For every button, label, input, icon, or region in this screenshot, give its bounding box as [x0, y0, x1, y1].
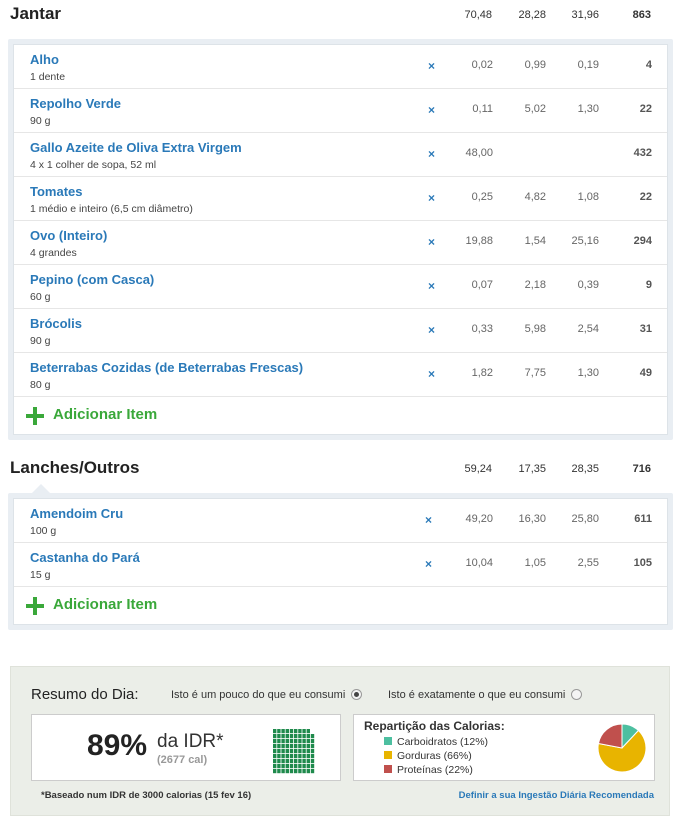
food-row: [14, 45, 667, 89]
food-calories: 432: [633, 147, 652, 159]
food-fat: 1,54: [524, 235, 546, 247]
legend-swatch: [384, 765, 392, 773]
food-name[interactable]: Alho: [30, 52, 59, 67]
radio-selected-icon[interactable]: [351, 689, 362, 700]
food-calories: 294: [633, 235, 652, 247]
food-name[interactable]: Pepino (com Casca): [30, 272, 155, 287]
grid-cell: [298, 734, 301, 738]
food-row: [14, 309, 667, 353]
food-fat: 0,99: [524, 59, 546, 71]
grid-cell: [290, 764, 293, 768]
grid-cell: [273, 724, 276, 728]
food-calories: 4: [645, 59, 652, 71]
grid-cell: [273, 754, 276, 758]
delete-icon[interactable]: ×: [428, 367, 436, 381]
grid-cell: [294, 764, 297, 768]
food-calories: 49: [639, 367, 652, 379]
grid-cell: [302, 734, 305, 738]
meal-header-lanches: [0, 454, 680, 484]
total-protein: 31,96: [571, 9, 599, 21]
grid-cell: [277, 724, 280, 728]
grid-cell: [281, 759, 284, 763]
grid-cell: [302, 764, 305, 768]
food-carbs: 19,88: [465, 235, 493, 247]
food-carbs: 0,02: [471, 59, 493, 71]
grid-cell: [302, 769, 305, 773]
legend-protein: [384, 764, 473, 776]
food-quantity: 80 g: [30, 379, 51, 391]
food-protein: 0,39: [577, 279, 599, 291]
radio-label: Isto é um pouco do que eu consumi: [171, 689, 346, 701]
grid-cell: [281, 764, 284, 768]
food-protein: 2,54: [577, 323, 599, 335]
food-fat: 7,75: [524, 367, 546, 379]
food-calories: 105: [633, 557, 652, 569]
food-carbs: 0,25: [471, 191, 493, 203]
grid-cell: [273, 764, 276, 768]
food-row: [14, 543, 667, 587]
grid-cell: [273, 759, 276, 763]
food-protein: 2,55: [577, 557, 599, 569]
radio-option-exact[interactable]: [388, 689, 582, 701]
food-calories: 31: [639, 323, 652, 335]
meal-title: Jantar: [10, 4, 62, 23]
grid-cell: [302, 759, 305, 763]
food-row: [14, 499, 667, 543]
legend-carbs: [384, 736, 488, 748]
grid-cell: [277, 749, 280, 753]
food-quantity: 100 g: [30, 525, 57, 537]
idr-box: [31, 714, 341, 781]
food-fat: 5,02: [524, 103, 546, 115]
grid-cell: [281, 724, 284, 728]
food-name[interactable]: Beterrabas Cozidas (de Beterrabas Frescas): [30, 360, 304, 375]
idr-footnote: *Baseado num IDR de 3000 calorias (15 fev 16): [41, 790, 252, 801]
grid-cell: [286, 724, 289, 728]
food-fat: 16,30: [518, 513, 546, 525]
food-quantity: 15 g: [30, 569, 51, 581]
food-calories: 9: [645, 279, 652, 291]
grid-cell: [294, 724, 297, 728]
food-quantity: 90 g: [30, 115, 51, 127]
food-name[interactable]: Castanha do Pará: [30, 550, 140, 565]
food-quantity: 1 dente: [30, 71, 66, 83]
delete-icon[interactable]: ×: [428, 323, 436, 337]
food-carbs: 48,00: [465, 147, 493, 159]
grid-cell: [298, 729, 301, 733]
total-calories: 716: [632, 463, 651, 475]
calories-note: (2677 cal): [157, 754, 208, 766]
grid-cell: [294, 759, 297, 763]
food-quantity: 1 médio e inteiro (6,5 cm diâmetro): [30, 203, 193, 215]
grid-cell: [311, 729, 314, 733]
food-row: [14, 265, 667, 309]
legend-label: Carboidratos (12%): [397, 736, 489, 748]
grid-cell: [273, 749, 276, 753]
grid-cell: [290, 729, 293, 733]
food-calories: 22: [639, 103, 652, 115]
grid-cell: [273, 739, 276, 743]
legend-label: Proteínas (22%): [397, 764, 473, 776]
grid-cell: [302, 724, 305, 728]
total-carbs: 70,48: [464, 9, 492, 21]
grid-cell: [311, 764, 314, 768]
total-fat: 28,28: [518, 9, 546, 21]
grid-cell: [286, 739, 289, 743]
grid-cell: [298, 764, 301, 768]
food-quantity: 60 g: [30, 291, 51, 303]
total-carbs: 59,24: [464, 463, 492, 475]
delete-icon[interactable]: ×: [428, 191, 436, 205]
food-quantity: 90 g: [30, 335, 51, 347]
grid-cell: [286, 769, 289, 773]
radio-option-less[interactable]: [171, 689, 362, 701]
legend-fat: [384, 750, 472, 762]
grid-cell: [298, 754, 301, 758]
food-fat: 4,82: [524, 191, 546, 203]
grid-cell: [307, 754, 310, 758]
grid-cell: [307, 759, 310, 763]
grid-cell: [298, 744, 301, 748]
grid-cell: [273, 734, 276, 738]
legend-swatch: [384, 737, 392, 745]
grid-cell: [277, 764, 280, 768]
grid-cell: [311, 769, 314, 773]
grid-cell: [273, 729, 276, 733]
grid-cell: [311, 754, 314, 758]
delete-icon[interactable]: ×: [428, 147, 436, 161]
food-carbs: 10,04: [465, 557, 493, 569]
calorie-pie-chart: [594, 720, 650, 776]
meal-items-list: [13, 498, 668, 625]
food-fat: 5,98: [524, 323, 546, 335]
add-item-label: Adicionar Item: [53, 406, 158, 423]
total-calories: 863: [632, 9, 651, 21]
food-name[interactable]: Brócolis: [30, 316, 83, 331]
grid-cell: [281, 734, 284, 738]
grid-cell: [290, 739, 293, 743]
grid-cell: [307, 734, 310, 738]
idr-percent: 89%: [87, 729, 148, 762]
food-carbs: 0,33: [471, 323, 493, 335]
food-protein: 25,80: [571, 513, 599, 525]
grid-cell: [277, 744, 280, 748]
food-name[interactable]: Gallo Azeite de Oliva Extra Virgem: [30, 140, 242, 155]
grid-cell: [290, 749, 293, 753]
plus-icon: [26, 597, 44, 615]
grid-cell: [307, 739, 310, 743]
food-carbs: 1,82: [471, 367, 493, 379]
grid-cell: [290, 759, 293, 763]
food-fat: 1,05: [524, 557, 546, 569]
grid-cell: [290, 769, 293, 773]
food-calories: 611: [634, 513, 652, 525]
food-name[interactable]: Repolho Verde: [30, 96, 122, 111]
food-quantity: 4 grandes: [30, 247, 77, 259]
grid-cell: [311, 739, 314, 743]
total-protein: 28,35: [571, 463, 599, 475]
grid-cell: [294, 749, 297, 753]
meal-header-jantar: [0, 0, 680, 30]
food-protein: 0,19: [577, 59, 599, 71]
legend-label: Gorduras (66%): [397, 750, 472, 762]
radio-label: Isto é exatamente o que eu consumi: [388, 689, 566, 701]
grid-cell: [281, 749, 284, 753]
food-carbs: 0,07: [471, 279, 493, 291]
grid-cell: [286, 734, 289, 738]
grid-cell: [311, 749, 314, 753]
food-fat: 2,18: [524, 279, 546, 291]
grid-cell: [294, 729, 297, 733]
grid-cell: [277, 754, 280, 758]
grid-cell: [294, 744, 297, 748]
grid-cell: [294, 734, 297, 738]
grid-cell: [302, 739, 305, 743]
breakdown-title: Repartição das Calorias:: [364, 719, 505, 733]
pie-slice: [598, 724, 622, 748]
legend-swatch: [384, 751, 392, 759]
food-name[interactable]: Ovo (Inteiro): [30, 228, 108, 243]
grid-cell: [298, 724, 301, 728]
meal-title: Lanches/Outros: [10, 458, 140, 477]
food-row: [14, 133, 667, 177]
grid-cell: [281, 744, 284, 748]
grid-cell: [302, 744, 305, 748]
food-protein: 1,08: [577, 191, 599, 203]
grid-cell: [281, 769, 284, 773]
panel-pointer: [32, 484, 50, 493]
grid-cell: [277, 739, 280, 743]
grid-cell: [281, 739, 284, 743]
food-carbs: 0,11: [472, 103, 493, 115]
food-name[interactable]: Amendoim Cru: [30, 506, 124, 521]
grid-cell: [286, 729, 289, 733]
grid-cell: [298, 769, 301, 773]
delete-icon[interactable]: ×: [428, 59, 436, 73]
grid-cell: [307, 769, 310, 773]
food-carbs: 49,20: [465, 513, 493, 525]
grid-cell: [298, 749, 301, 753]
delete-icon[interactable]: ×: [428, 235, 436, 249]
meal-panel-lanches: [8, 493, 673, 630]
grid-cell: [286, 759, 289, 763]
food-quantity: 4 x 1 colher de sopa, 52 ml: [30, 159, 157, 171]
idr-label: da IDR*: [157, 731, 224, 752]
food-name[interactable]: Tomates: [30, 184, 83, 199]
food-row: [14, 221, 667, 265]
food-protein: 1,30: [577, 367, 599, 379]
grid-cell: [298, 739, 301, 743]
grid-cell: [290, 734, 293, 738]
grid-cell: [286, 764, 289, 768]
food-row: [14, 353, 667, 397]
grid-cell: [286, 744, 289, 748]
grid-cell: [307, 729, 310, 733]
grid-cell: [294, 739, 297, 743]
grid-cell: [290, 754, 293, 758]
grid-cell: [273, 769, 276, 773]
radio-unselected-icon[interactable]: [571, 689, 582, 700]
grid-cell: [286, 754, 289, 758]
food-row: [14, 177, 667, 221]
summary-title: Resumo do Dia:: [31, 686, 139, 703]
grid-cell: [294, 769, 297, 773]
grid-cell: [311, 744, 314, 748]
set-idr-link[interactable]: Definir a sua Ingestão Diária Recomendada: [458, 790, 654, 801]
grid-cell: [281, 729, 284, 733]
grid-cell: [302, 754, 305, 758]
delete-icon[interactable]: ×: [428, 279, 436, 293]
grid-cell: [294, 754, 297, 758]
food-protein: 1,30: [577, 103, 599, 115]
plus-icon: [26, 407, 44, 425]
grid-cell: [307, 749, 310, 753]
grid-cell: [277, 769, 280, 773]
grid-cell: [277, 734, 280, 738]
delete-icon[interactable]: ×: [425, 557, 433, 571]
food-row: [14, 89, 667, 133]
delete-icon[interactable]: ×: [428, 103, 436, 117]
grid-cell: [307, 764, 310, 768]
day-summary: [10, 666, 670, 816]
delete-icon[interactable]: ×: [425, 513, 433, 527]
grid-cell: [277, 729, 280, 733]
grid-cell: [307, 724, 310, 728]
grid-cell: [281, 754, 284, 758]
food-protein: 25,16: [571, 235, 599, 247]
grid-cell: [273, 744, 276, 748]
grid-cell: [302, 729, 305, 733]
grid-cell: [286, 749, 289, 753]
meal-panel-jantar: [8, 39, 673, 440]
grid-cell: [298, 759, 301, 763]
grid-cell: [302, 749, 305, 753]
add-item-label: Adicionar Item: [53, 596, 158, 613]
grid-cell: [277, 759, 280, 763]
grid-cell: [290, 724, 293, 728]
grid-cell: [290, 744, 293, 748]
total-fat: 17,35: [518, 463, 546, 475]
grid-cell: [311, 724, 314, 728]
meal-items-list: [13, 44, 668, 435]
grid-cell: [311, 759, 314, 763]
calorie-breakdown-box: [353, 714, 655, 781]
grid-cell: [307, 744, 310, 748]
food-calories: 22: [639, 191, 652, 203]
grid-cell: [311, 734, 314, 738]
idr-grid-icon: [273, 724, 315, 774]
